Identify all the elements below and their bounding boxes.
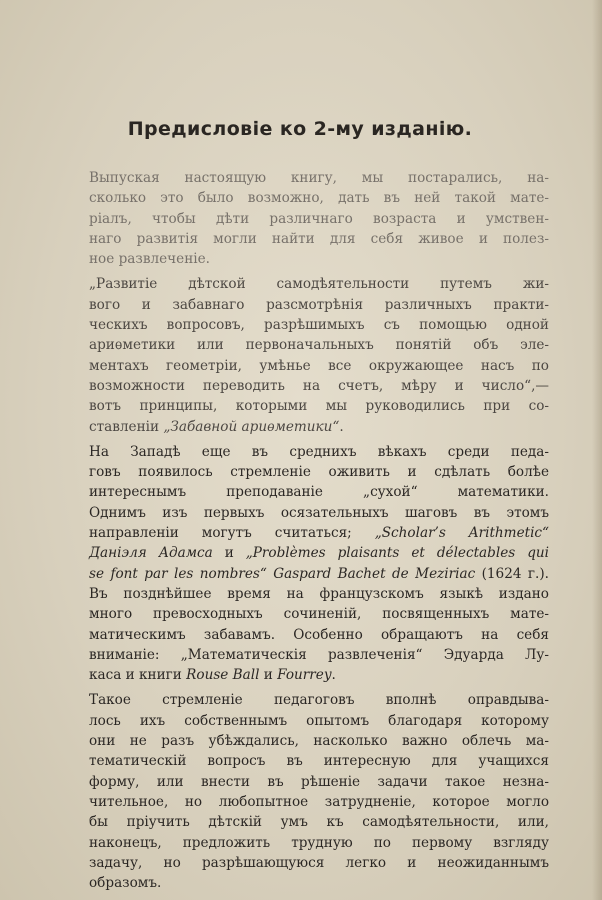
text-line: ріалъ, чтобы дѣти различнаго возраста и умствен- [89, 210, 549, 227]
paragraph-3 [41, 442, 549, 686]
text-line: Выпуская настоящую книгу, мы постарались, на- [89, 170, 549, 186]
page-title: Предисловіе ко 2-му изданію. [127, 118, 473, 140]
text-fragment: и [212, 545, 246, 562]
text-fragment: направленіи могутъ считаться; [89, 525, 375, 542]
text-line: форму, или внести въ рѣшеніе задачи такое незна- [89, 773, 549, 790]
text-line: матическимъ забавамъ. Особенно обращаютъ на себя [89, 626, 549, 643]
text-line: вотъ принципы, которыми мы руководились при со- [89, 398, 549, 415]
text-line [41, 523, 549, 543]
text-line: „Развитіе дѣтской самодѣятельности путемъ жи- [89, 276, 549, 293]
text-line: Однимъ изъ первыхъ осязательныхъ шаговъ въ этомъ [89, 504, 549, 521]
author-name-italic: Fourrey [277, 667, 332, 684]
text-fragment: и [259, 667, 278, 684]
paragraph-1 [41, 168, 549, 269]
text-line: вниманіе: „Математическія развлеченія“ Эдуарда Лу- [89, 646, 549, 663]
text-line: говъ появилось стремленіе оживить и сдѣлать болѣе [89, 464, 549, 481]
book-title-italic: „Scholar’s Arithmetic“ [374, 525, 549, 542]
text-line: они не разъ убѣждались, насколько важно облечь ма- [89, 733, 549, 750]
text-fragment: (1624 г.). [475, 565, 549, 582]
text-fragment: ставленіи [89, 418, 164, 435]
page-edge-shadow [592, 0, 602, 900]
book-title-italic: se font par les nombres“ Gaspard Bachet de Meziriac [89, 565, 476, 582]
paragraph-2 [41, 274, 549, 436]
text-line: много превосходныхъ сочиненій, посвященныхъ мате- [89, 606, 549, 623]
book-title-italic: „Забавной ариѳметики“ [163, 418, 340, 435]
text-line: наго развитія могли найти для себя живое и полез- [89, 230, 549, 247]
text-line [41, 543, 549, 563]
text-line: тематическій вопросъ въ интересную для учащихся [89, 753, 549, 770]
text-line: образомъ. [89, 875, 162, 892]
text-line: возможности переводить на счетъ, мѣру и число“,— [89, 377, 549, 394]
body-text [41, 168, 549, 898]
text-line: На Западѣ еще въ среднихъ вѣкахъ среди педа- [89, 443, 549, 460]
text-line: ментахъ геометріи, умѣнье все окружающее насъ по [89, 357, 549, 374]
text-fragment: . [331, 667, 336, 684]
text-line: интереснымъ преподаваніе „сухой“ математики. [89, 484, 549, 501]
paragraph-4 [41, 690, 549, 893]
text-line: бы пріучить дѣтскій умъ къ самодѣятельности, или, [89, 814, 549, 831]
text-line: Въ позднѣйшее время на французскомъ языкѣ издано [89, 585, 549, 602]
author-name-italic: Даніэля Адамса [89, 545, 213, 562]
book-title-italic: Rouse Ball [186, 667, 260, 684]
text-line [41, 665, 549, 685]
text-line: ариѳметики или первоначальныхъ понятій объ эле- [89, 337, 549, 354]
book-title-italic: „Problèmes plaisants et délectables qui [245, 545, 549, 562]
text-fragment: . [339, 418, 344, 435]
text-line: чительное, но любопытное затрудненіе, которое могло [89, 793, 549, 810]
text-line: сколько это было возможно, дать въ ней такой мате- [89, 190, 549, 207]
text-line: задачу, но разрѣшающуюся легко и неожиданнымъ [89, 854, 549, 871]
text-line: Такое стремленіе педагоговъ вполнѣ оправдыва- [89, 692, 549, 709]
text-line: ческихъ вопросовъ, разрѣшимыхъ съ помощью одной [89, 317, 549, 334]
text-line: лось ихъ собственнымъ опытомъ благодаря которому [89, 712, 549, 729]
text-line [41, 417, 549, 437]
text-line [41, 564, 549, 584]
text-line: вого и забавнаго разсмотрѣнія различныхъ практи- [89, 296, 549, 313]
text-line: наконецъ, предложить трудную по первому взгляду [89, 834, 549, 851]
text-fragment: каса и книги [89, 667, 187, 684]
text-line: ное развлеченіе. [89, 251, 210, 268]
